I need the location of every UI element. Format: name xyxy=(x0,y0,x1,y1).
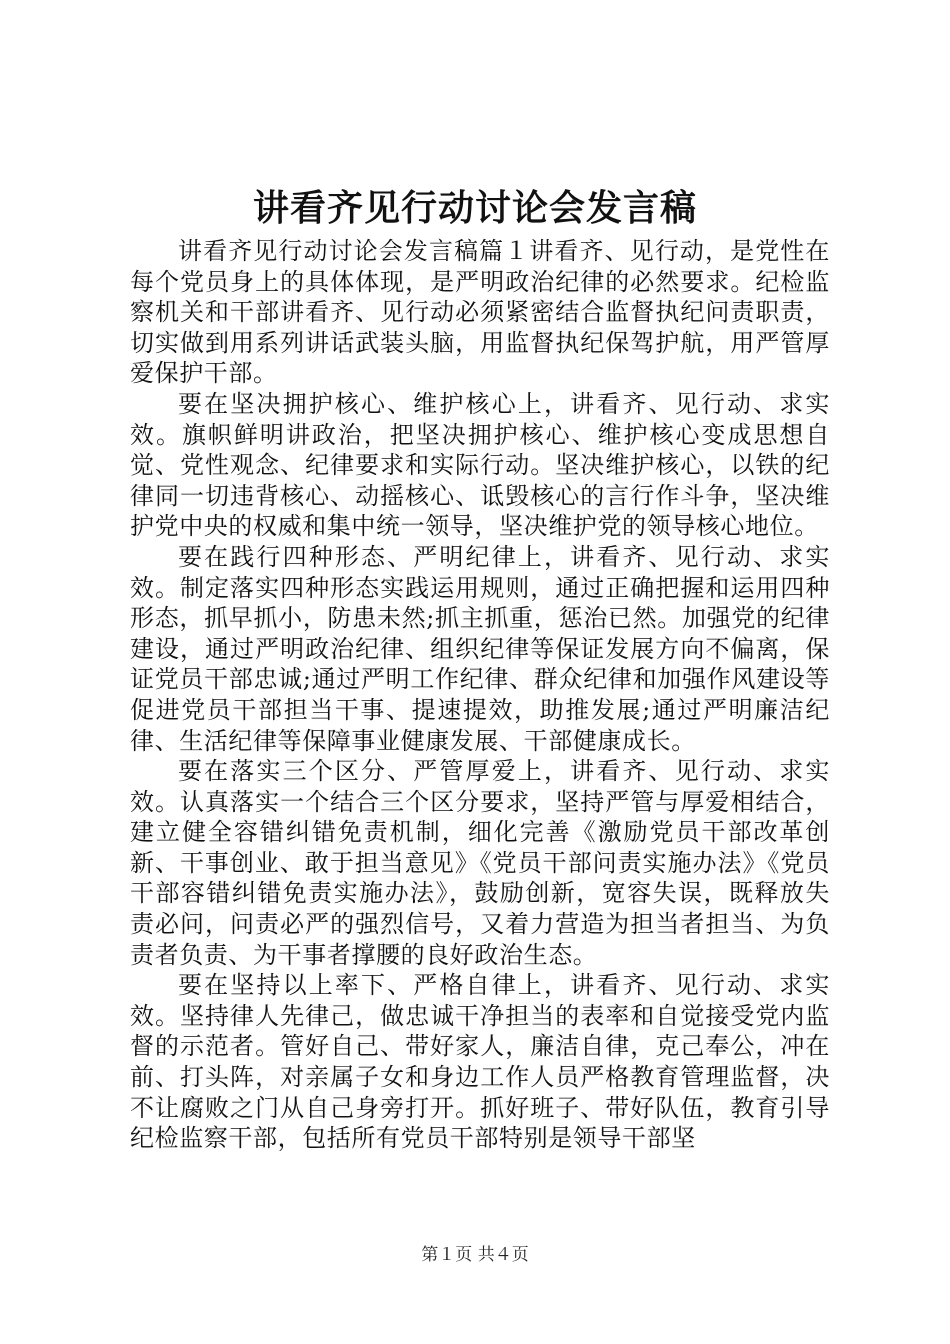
paragraph: 讲看齐见行动讨论会发言稿篇１讲看齐、见行动，是党性在每个党员身上的具体体现，是严明政治纪律的必然要求。纪检监察机关和干部讲看齐、见行动必须紧密结合监督执纪问责职责，切实做到用系列讲话武装头脑，用监督执纪保驾护航，用严管厚爱保护干部。 xyxy=(130,237,830,388)
paragraph: 要在坚持以上率下、严格自律上，讲看齐、见行动、求实效。坚持律人先律己，做忠诚干净担当的表率和自觉接受党内监督的示范者。管好自己、带好家人，廉洁自律，克己奉公，冲在前、打头阵，对亲属子女和身边工作人员严格教育管理监督，决不让腐败之门从自己身旁打开。抓好班子、带好队伍，教育引导纪检监察干部，包括所有党员干部特别是领导干部坚 xyxy=(130,971,830,1153)
paragraph: 要在践行四种形态、严明纪律上，讲看齐、见行动、求实效。制定落实四种形态实践运用规则，通过正确把握和运用四种形态，抓早抓小，防患未然;抓主抓重，惩治已然。加强党的纪律建设，通过严明政治纪律、组织纪律等保证发展方向不偏离，保证党员干部忠诚;通过严明工作纪律、群众纪律和加强作风建设等促进党员干部担当干事、提速提效，助推发展;通过严明廉洁纪律、生活纪律等保障事业健康发展、干部健康成长。 xyxy=(130,542,830,755)
paragraph: 要在落实三个区分、严管厚爱上，讲看齐、见行动、求实效。认真落实一个结合三个区分要求，坚持严管与厚爱相结合，建立健全容错纠错免责机制，细化完善《激励党员干部改革创新、干事创业、敢于担当意见》《党员干部问责实施办法》《党员干部容错纠错免责实施办法》，鼓励创新，宽容失误，既释放失责必问，问责必严的强烈信号，又着力营造为担当者担当、为负责者负责、为干事者撑腰的良好政治生态。 xyxy=(130,757,830,969)
document-title: 讲看齐见行动讨论会发言稿 xyxy=(252,187,697,229)
paragraph: 要在坚决拥护核心、维护核心上，讲看齐、见行动、求实效。旗帜鲜明讲政治，把坚决拥护核心、维护核心变成思想自觉、党性观念、纪律要求和实际行动。坚决维护核心，以铁的纪律同一切违背核心、动摇核心、诋毁核心的言行作斗争，坚决维护党中央的权威和集中统一领导，坚决维护党的领导核心地位。 xyxy=(130,389,830,541)
page-footer: 第１页 共４页 xyxy=(421,1245,529,1265)
document-body xyxy=(130,236,830,1154)
